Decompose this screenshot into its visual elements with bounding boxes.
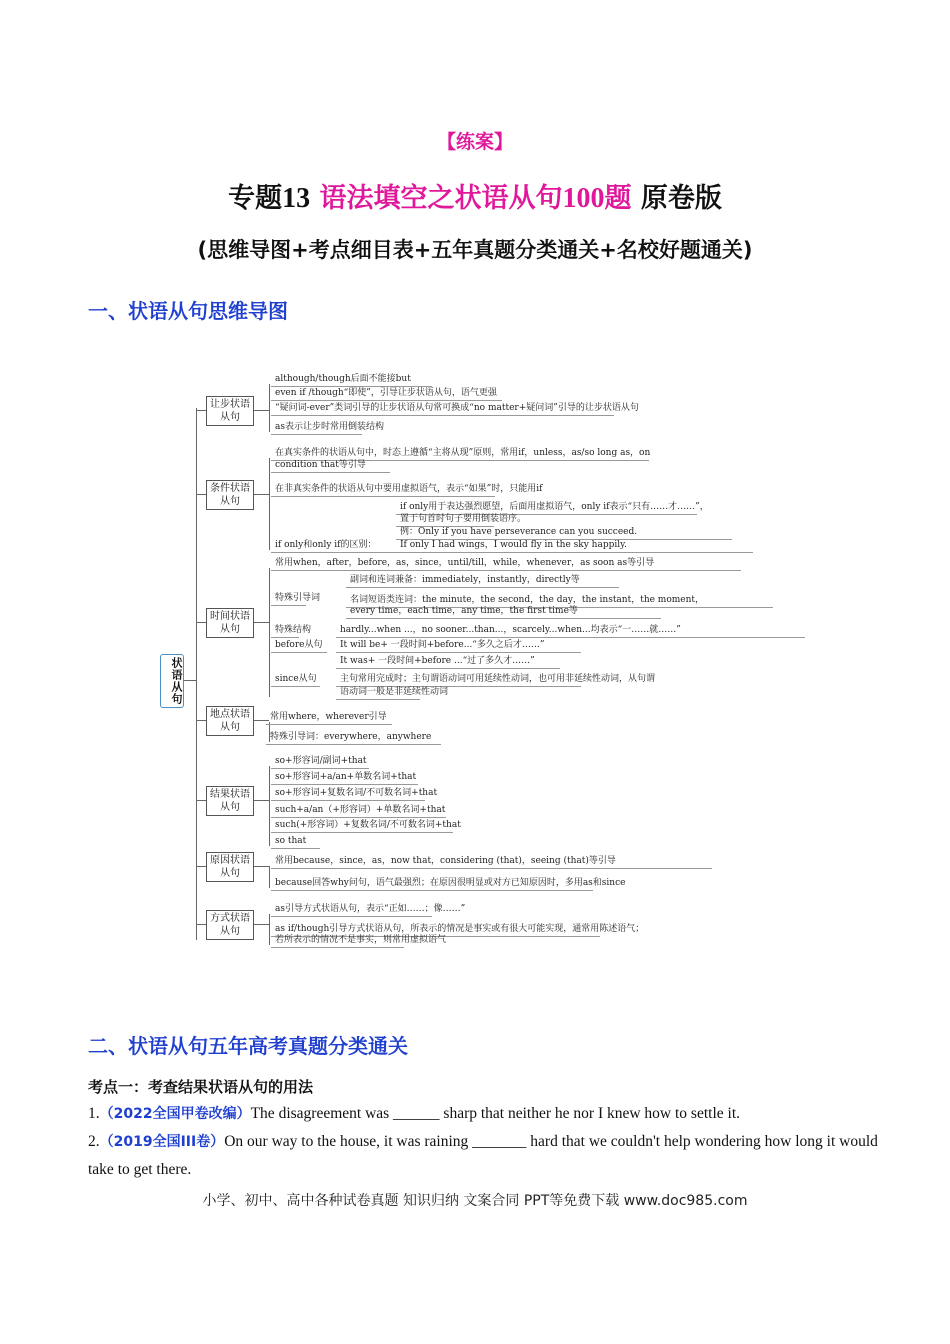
mindmap-item: if only用于表达强烈愿望，后面用虚拟语气，only if表示“只有……才……”， (400, 502, 709, 512)
mindmap-item: 名词短语类连词：the minute，the second，the day，the instant，the moment， (350, 595, 705, 605)
page-subtitle: (思维导图+考点细目表+五年真题分类通关+名校好题通关) (197, 238, 753, 262)
mindmap-item: before从句 (275, 640, 323, 650)
mindmap-item: 在非真实条件的状语从句中要用虚拟语气，表示“如果”时，只能用if (275, 484, 543, 494)
title-prefix: 专题 (228, 183, 283, 214)
question-number: 2. (88, 1133, 100, 1150)
mindmap-item: 常用because，since，as，now that，considering (that)，seeing (that)等引导 (275, 856, 616, 866)
mindmap-item: although/though后面不能接but (275, 374, 411, 384)
question-source: （2019全国III卷） (99, 1134, 225, 1150)
mindmap-branch: 让步状语从句 (206, 396, 254, 426)
page-title (0, 176, 950, 215)
practice-tag: 【练案】 (436, 131, 513, 153)
mindmap-item: because回答why问句，语气最强烈；在原因很明显或对方已知原因时，多用as和since (275, 878, 626, 888)
mindmap-item: 特殊结构 (275, 625, 312, 635)
mindmap-item: 特殊引导词 (275, 593, 321, 603)
mindmap-branch: 结果状语从句 (206, 786, 254, 816)
mindmap-item: since从句 (275, 674, 317, 684)
title-unit: 题 (604, 183, 632, 214)
mindmap-item: It will be+ 一段时间+before...“多久之后才……” (340, 640, 545, 650)
mindmap-item: 在真实条件的状语从句中，时态上遵循“主将从现”原则，常用if，unless，as/so long as，on (275, 448, 651, 458)
mindmap-item: It was+ 一段时间+before ...“过了多久才……” (340, 656, 535, 666)
mindmap-item: as引导方式状语从句，表示“正如……；像……” (275, 904, 466, 914)
mindmap-branch: 地点状语从句 (206, 706, 254, 736)
kaodian-heading: 考点一：考查结果状语从句的用法 (88, 1078, 314, 1096)
mindmap-item: such(+形容词）+复数名词/不可数名词+that (275, 820, 461, 830)
mindmap-item: If only I had wings，I would fly in the sky happily. (400, 540, 627, 550)
mindmap-branch: 原因状语从句 (206, 852, 254, 882)
mindmap-branch: 条件状语从句 (206, 480, 254, 510)
mindmap-item: so+形容词+复数名词/不可数名词+that (275, 788, 438, 798)
mindmap-item: condition that等引导 (275, 460, 366, 470)
mindmap-item: 若所表示的情况不是事实，则常用虚拟语气 (275, 935, 447, 945)
question-number: 1. (88, 1105, 100, 1122)
mindmap-item: 主句常用完成时；主句谓语动词可用延续性动词，也可用非延续性动词，从句谓 (340, 674, 656, 684)
title-count: 100 (562, 183, 605, 214)
mindmap-item: every time，each time，any time，the first time等 (350, 606, 578, 616)
title-topic: 语法填空之状语从句 (319, 183, 563, 214)
question-1 (88, 1100, 878, 1128)
mindmap-item: if only和only if的区别： (275, 540, 377, 550)
mindmap-item: 常用where，wherever引导 (270, 712, 387, 722)
mindmap-item: such+a/an（+形容词）+单数名词+that (275, 805, 446, 815)
mindmap-item: 例：Only if you have perseverance can you succeed. (400, 527, 638, 537)
mindmap-branch: 时间状语从句 (206, 608, 254, 638)
mindmap-item: 特殊引导词：everywhere，anywhere (270, 732, 432, 742)
question-text: On our way to the house, it was raining _______ hard that we couldn't help wondering how long it would take to get there. (88, 1133, 878, 1178)
mindmap-item: 副词和连词兼备：immediately，instantly，directly等 (350, 575, 580, 585)
mindmap-item: 语动词一般是非延续性动词 (340, 687, 449, 697)
mindmap-item: so+形容词+a/an+单数名词+that (275, 772, 417, 782)
mind-map (150, 368, 800, 958)
mindmap-item: hardly...when ...，no sooner...than...，scarcely...when...均表示“一……就……” (340, 625, 681, 635)
mindmap-root: 状语从句 (160, 654, 184, 708)
mindmap-item: so that (275, 836, 307, 846)
title-number: 13 (282, 183, 311, 214)
mindmap-item: “疑问词-ever”类词引导的让步状语从句常可换成“no matter+疑问词”引导的让步状语从句 (275, 403, 639, 413)
mindmap-item: 常用when，after，before，as，since，until/till，while，whenever，as soon as等引导 (275, 558, 655, 568)
mindmap-item: 置于句首时句子要用倒装语序。 (400, 514, 527, 524)
title-suffix: 原卷版 (640, 183, 722, 214)
question-2 (88, 1128, 878, 1184)
mindmap-item: even if /though“即使”，引导让步状语从句，语气更强 (275, 388, 497, 398)
section-heading-mindmap: 一、状语从句思维导图 (88, 299, 288, 323)
section-heading-exams: 二、状语从句五年高考真题分类通关 (88, 1034, 408, 1058)
mindmap-item: so+形容词/副词+that (275, 756, 367, 766)
mindmap-branch: 方式状语从句 (206, 910, 254, 940)
footer-ad: 小学、初中、高中各种试卷真题 知识归纳 文案合同 PPT等免费下载 www.doc985.com (202, 1193, 748, 1209)
mindmap-item: as if/though引导方式状语从句，所表示的情况是事实或有很大可能实现，通常用陈述语气； (275, 924, 645, 934)
question-text: The disagreement was ______ sharp that neither he nor I knew how to settle it. (250, 1105, 741, 1122)
mindmap-item: as表示让步时常用倒装结构 (275, 422, 384, 432)
question-source: （2022全国甲卷改编） (99, 1106, 251, 1122)
